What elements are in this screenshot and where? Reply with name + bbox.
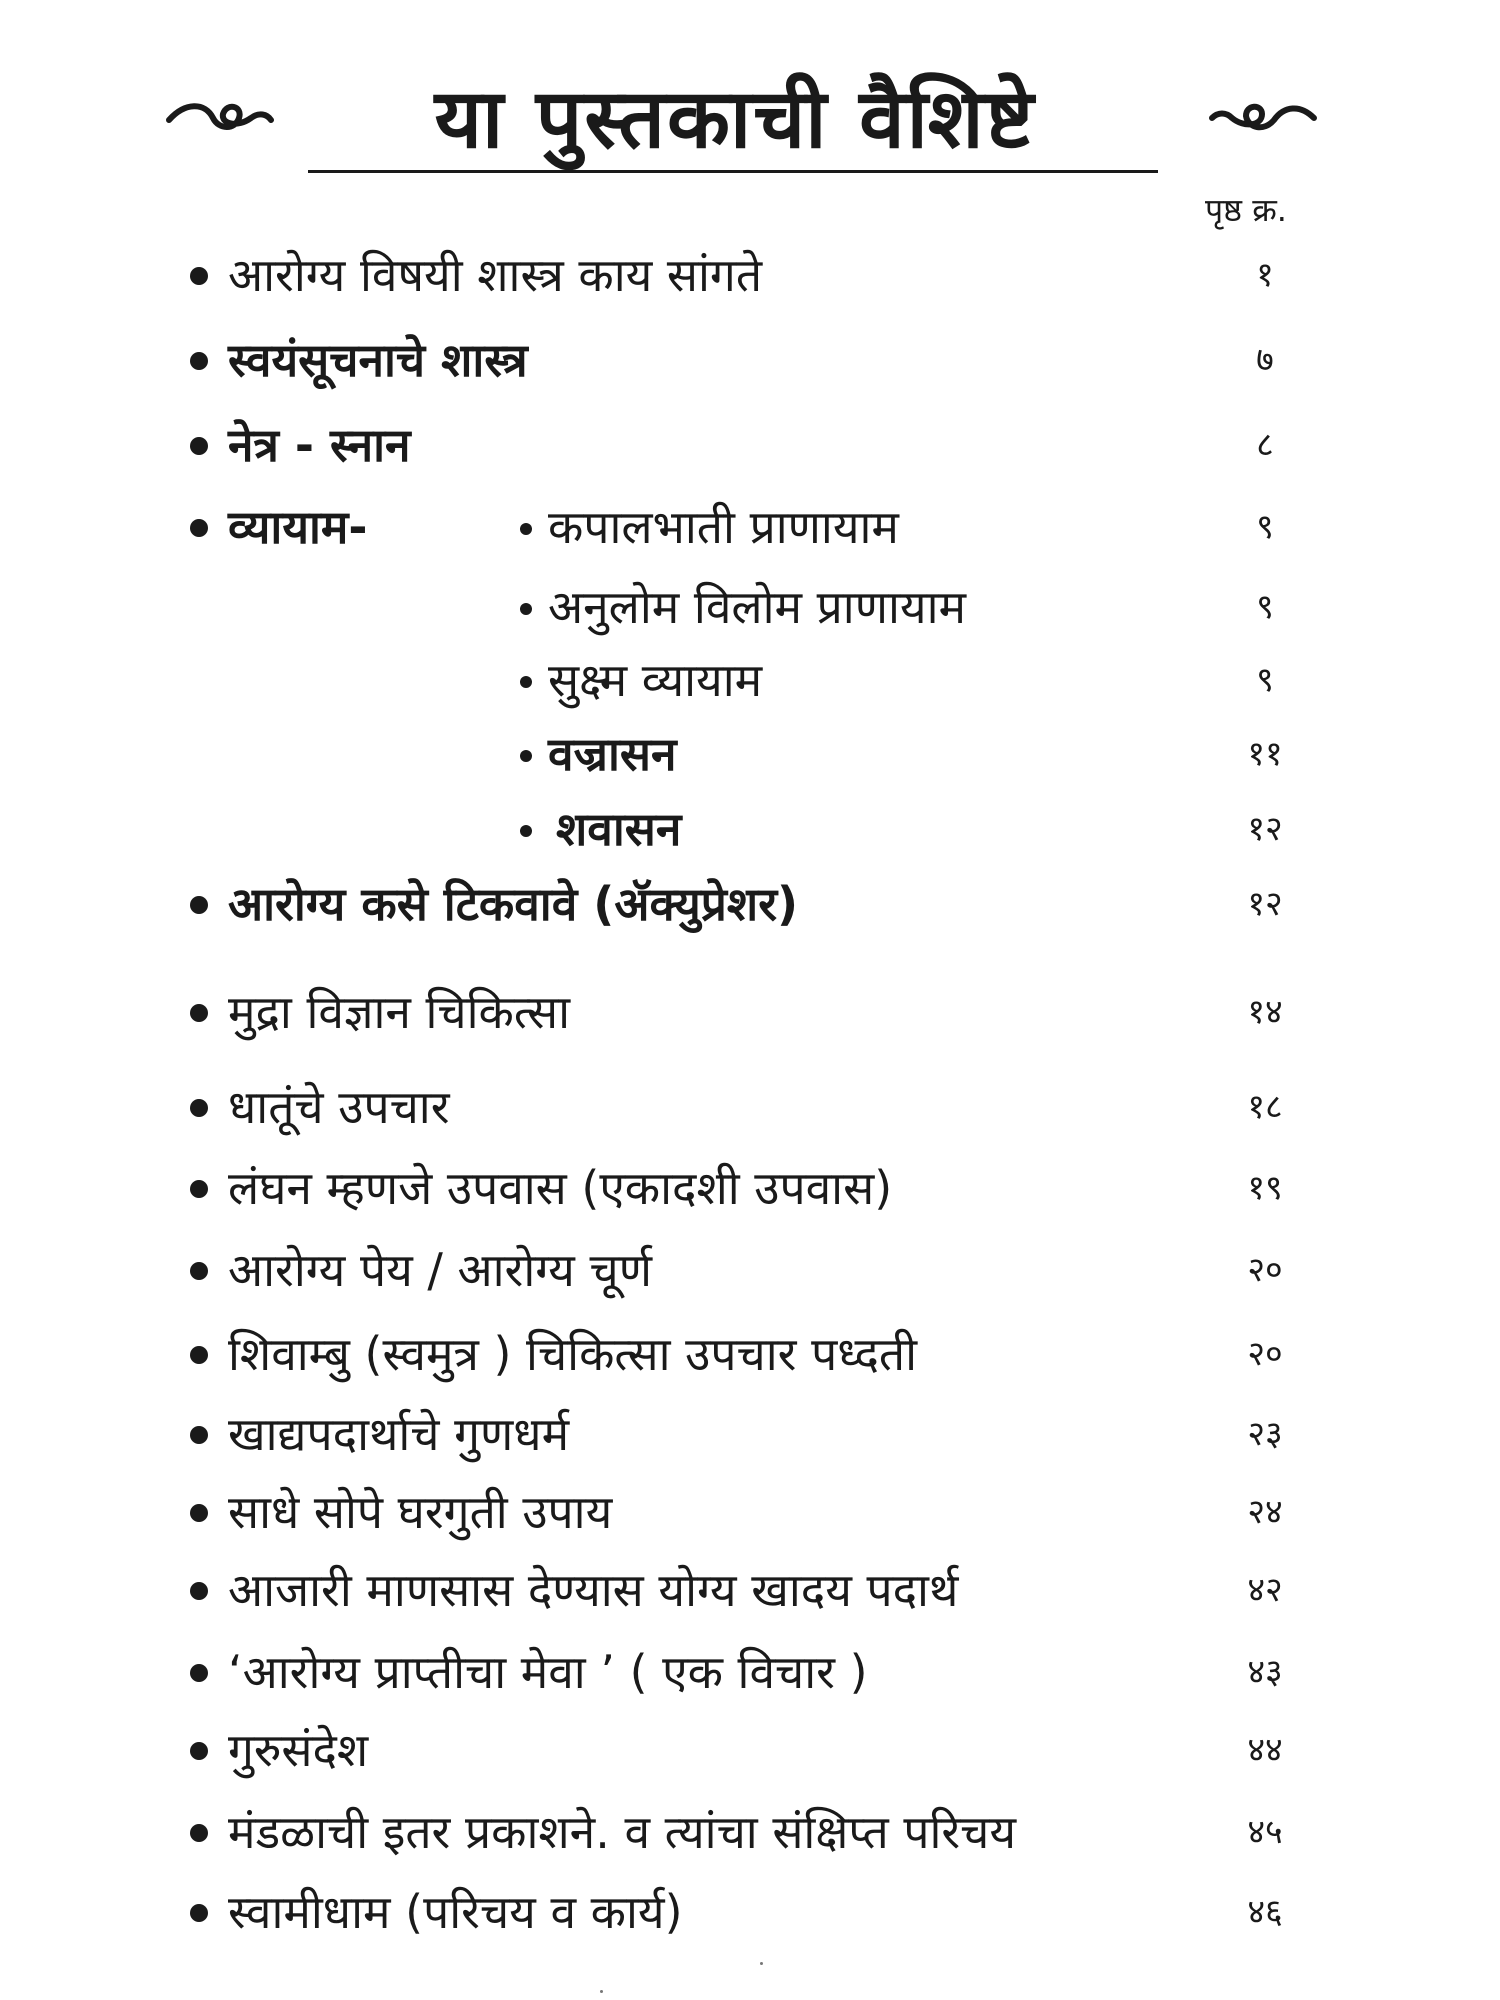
toc-row: [0, 1640, 1500, 1704]
toc-row: [0, 1322, 1500, 1386]
bullet-icon: [190, 1824, 208, 1842]
bullet-icon: [190, 267, 208, 285]
toc-item-page: ७: [1256, 340, 1274, 380]
toc-subrow: [0, 575, 1500, 639]
toc-item-label: आरोग्य कसे टिकवावे (ॲक्युप्रेशर): [228, 877, 799, 931]
toc-row: [0, 1156, 1500, 1220]
toc-item-page: ९: [1256, 660, 1274, 700]
toc-row: [0, 243, 1500, 307]
sub-bullet-icon: [520, 523, 532, 535]
toc-row: [0, 1480, 1500, 1544]
toc-item-page: १२: [1247, 809, 1283, 849]
toc-row-exercise: [0, 495, 1500, 559]
right-flourish-ornament: [1208, 96, 1318, 140]
page-number-column-header: पृष्ठ क्र.: [1205, 191, 1287, 229]
bullet-icon: [190, 1180, 208, 1198]
toc-item-label: आरोग्य विषयी शास्त्र काय सांगते: [228, 248, 763, 302]
toc-row: [0, 1800, 1500, 1864]
toc-item-page: २३: [1247, 1414, 1283, 1454]
bullet-icon: [190, 1346, 208, 1364]
toc-item-label: साधे सोपे घरगुती उपाय: [228, 1485, 613, 1539]
bullet-icon: [190, 1426, 208, 1444]
toc-subitem-label: सुक्ष्म व्यायाम: [548, 653, 763, 707]
toc-item-page: ११: [1247, 734, 1283, 774]
bullet-icon: [190, 1904, 208, 1922]
toc-row: [0, 1880, 1500, 1944]
toc-subitem-label: अनुलोम विलोम प्राणायाम: [548, 580, 966, 634]
bullet-icon: [190, 1504, 208, 1522]
bullet-icon: [190, 1582, 208, 1600]
toc-item-page: २४: [1247, 1492, 1283, 1532]
sub-bullet-icon: [520, 825, 532, 837]
sub-bullet-icon: [520, 676, 532, 688]
toc-item-label: मंडळाची इतर प्रकाशने. व त्यांचा संक्षिप्त परिचय: [228, 1805, 1017, 1859]
toc-subitem-label: कपालभाती प्राणायाम: [548, 500, 899, 554]
toc-item-page: २०: [1247, 1334, 1283, 1374]
toc-item-label: स्वामीधाम (परिचय व कार्य): [228, 1885, 683, 1939]
bullet-icon: [190, 1004, 208, 1022]
toc-item-page: १: [1256, 255, 1274, 295]
bullet-icon: [190, 1742, 208, 1760]
bullet-icon: [190, 1099, 208, 1117]
toc-item-label: मुद्रा विज्ञान चिकित्सा: [228, 985, 571, 1039]
toc-row: [0, 980, 1500, 1044]
page-title: या पुस्तकाची वैशिष्टे: [434, 72, 1036, 167]
toc-row: [0, 1718, 1500, 1782]
toc-subrow: [0, 722, 1500, 786]
toc-item-page: ४४: [1247, 1730, 1283, 1770]
toc-item-page: २०: [1247, 1250, 1283, 1290]
toc-row: [0, 413, 1500, 477]
toc-item-page: ९: [1256, 507, 1274, 547]
toc-item-page: १८: [1247, 1087, 1283, 1127]
sub-bullet-icon: [520, 603, 532, 615]
toc-item-page: १९: [1247, 1168, 1283, 1208]
toc-item-page: ४२: [1247, 1570, 1283, 1610]
toc-subrow: [0, 797, 1500, 861]
toc-item-label: शिवाम्बु (स्वमुत्र ) चिकित्सा उपचार पध्दती: [228, 1327, 918, 1381]
header: [0, 70, 1500, 190]
toc-section-label: व्यायाम-: [228, 500, 368, 554]
toc-item-label: लंघन म्हणजे उपवास (एकादशी उपवास): [228, 1161, 893, 1215]
toc-subitem-label: शवासन: [556, 802, 682, 856]
toc-item-label: आजारी माणसास देण्यास योग्य खादय पदार्थ: [228, 1563, 959, 1617]
title-underline: [308, 170, 1158, 173]
toc-item-page: ४६: [1247, 1892, 1283, 1932]
toc-row: [0, 328, 1500, 392]
toc-item-label: खाद्यपदार्थाचे गुणधर्म: [228, 1407, 570, 1461]
toc-row: [0, 1402, 1500, 1466]
toc-item-label: आरोग्य पेय / आरोग्य चूर्ण: [228, 1243, 652, 1297]
toc-row: [0, 1558, 1500, 1622]
scan-speck: [760, 1962, 763, 1965]
toc-item-label: स्वयंसूचनाचे शास्त्र: [228, 333, 528, 387]
bullet-icon: [190, 896, 208, 914]
toc-item-label: गुरुसंदेश: [228, 1723, 369, 1777]
toc-item-page: ४५: [1247, 1812, 1283, 1852]
scan-speck: [600, 1990, 603, 1993]
toc-item-page: १२: [1247, 884, 1283, 924]
toc-item-page: ८: [1256, 425, 1274, 465]
toc-row: [0, 1238, 1500, 1302]
toc-subrow: [0, 648, 1500, 712]
toc-item-label: नेत्र - स्नान: [228, 418, 411, 472]
toc-item-page: ४३: [1247, 1652, 1283, 1692]
bullet-icon: [190, 1262, 208, 1280]
toc-row: [0, 872, 1500, 936]
toc-subitem-label: वज्रासन: [548, 727, 677, 781]
toc-row: [0, 1075, 1500, 1139]
bullet-icon: [190, 1664, 208, 1682]
bullet-icon: [190, 519, 208, 537]
toc-item-page: ९: [1256, 587, 1274, 627]
toc-item-page: १४: [1247, 992, 1283, 1032]
toc-item-label: ‘आरोग्य प्राप्तीचा मेवा ’ ( एक विचार ): [228, 1645, 868, 1699]
sub-bullet-icon: [520, 750, 532, 762]
left-flourish-ornament: [165, 96, 275, 140]
bullet-icon: [190, 352, 208, 370]
toc-item-label: धातूंचे उपचार: [228, 1080, 450, 1134]
bullet-icon: [190, 437, 208, 455]
